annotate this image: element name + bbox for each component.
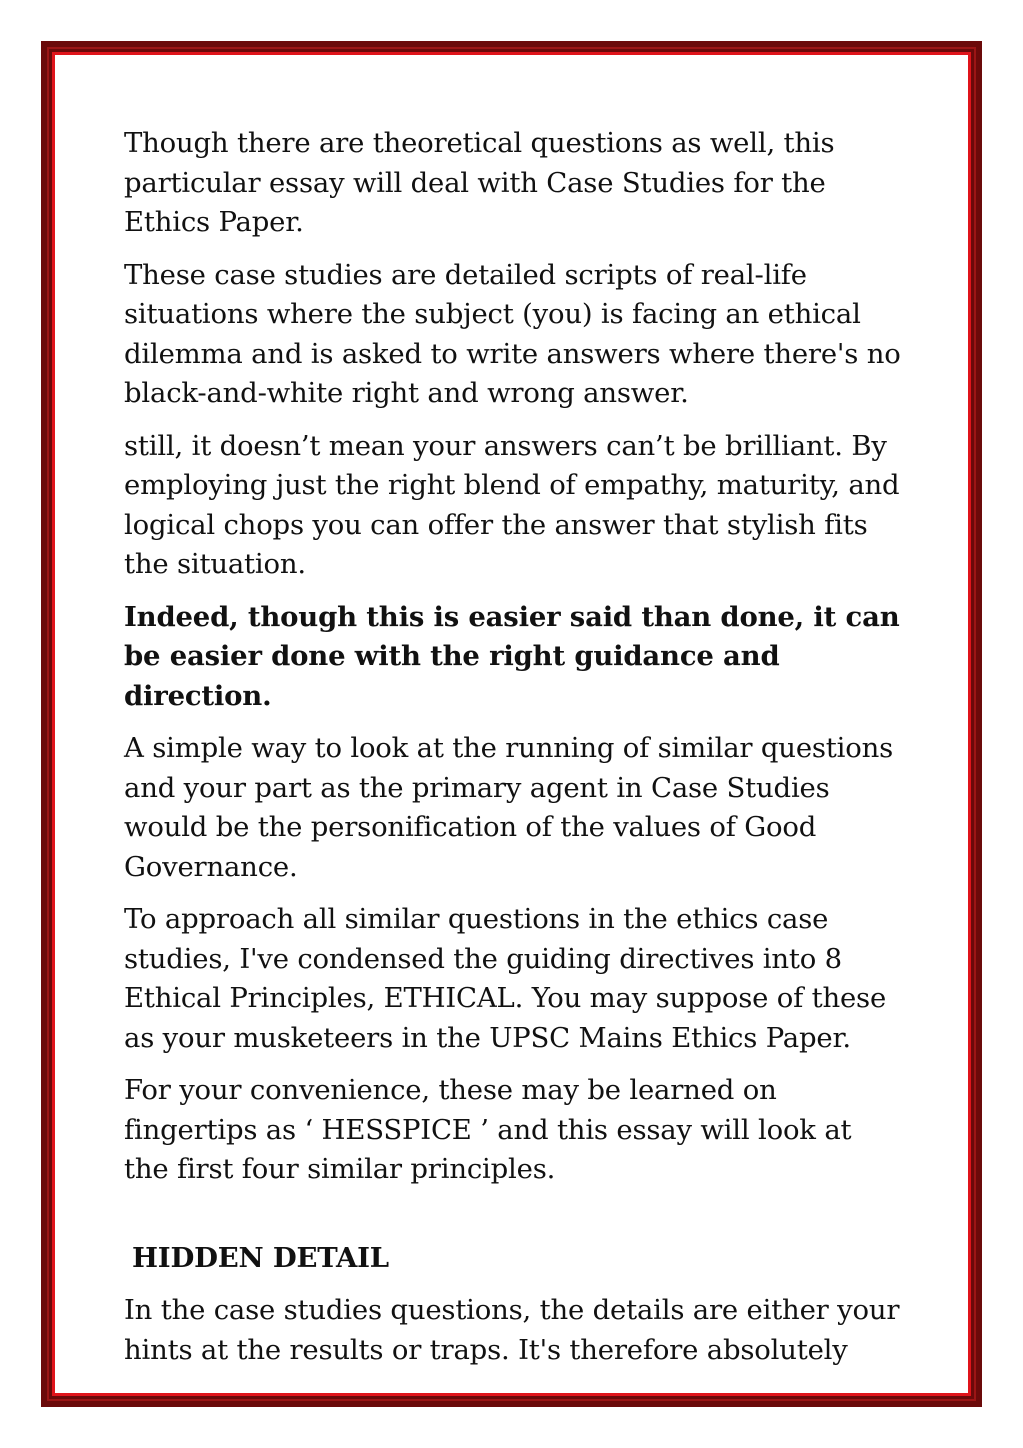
document-body: [124, 124, 904, 1383]
paragraph-hesspice: For your convenience, these may be learned on fingertips as ‘ HESSPICE ’ and this essay will look at the first four similar principles.: [124, 1074, 852, 1185]
paragraph-case-studies: These case studies are detailed scripts of real-life situations where the subject (you) is facing an ethical dilemma and is asked to write answers where there's no black-and-white right and wrong answer.: [124, 258, 901, 409]
paragraph-intro: Though there are theoretical questions as well, this particular essay will deal with Case Studies for the Ethics Paper.: [124, 127, 835, 238]
paragraph-good-governance: A simple way to look at the running of similar questions and your part as the primary agent in Case Studies would be the personification of the values of Good Governance.: [124, 732, 894, 883]
paragraph-emphasis: Indeed, though this is easier said than done, it can be easier done with the right guidance and direction.: [124, 600, 900, 712]
section-heading: HIDDEN DETAIL: [132, 1241, 389, 1274]
paragraph-hidden-detail: In the case studies questions, the details are either your hints at the results or traps. It's therefore absolutely: [124, 1294, 900, 1366]
paragraph-ethical-principles: To approach all similar questions in the ethics case studies, I've condensed the guiding directives into 8 Ethical Principles, ETHICAL. You may suppose of these as your musketeers in the UPSC Mains Ethics Paper.: [124, 903, 887, 1054]
paragraph-brilliant-answers: still, it doesn’t mean your answers can’t be brilliant. By employing just the right blend of empathy, maturity, and logical chops you can offer the answer that stylish fits the situation.: [124, 429, 900, 580]
